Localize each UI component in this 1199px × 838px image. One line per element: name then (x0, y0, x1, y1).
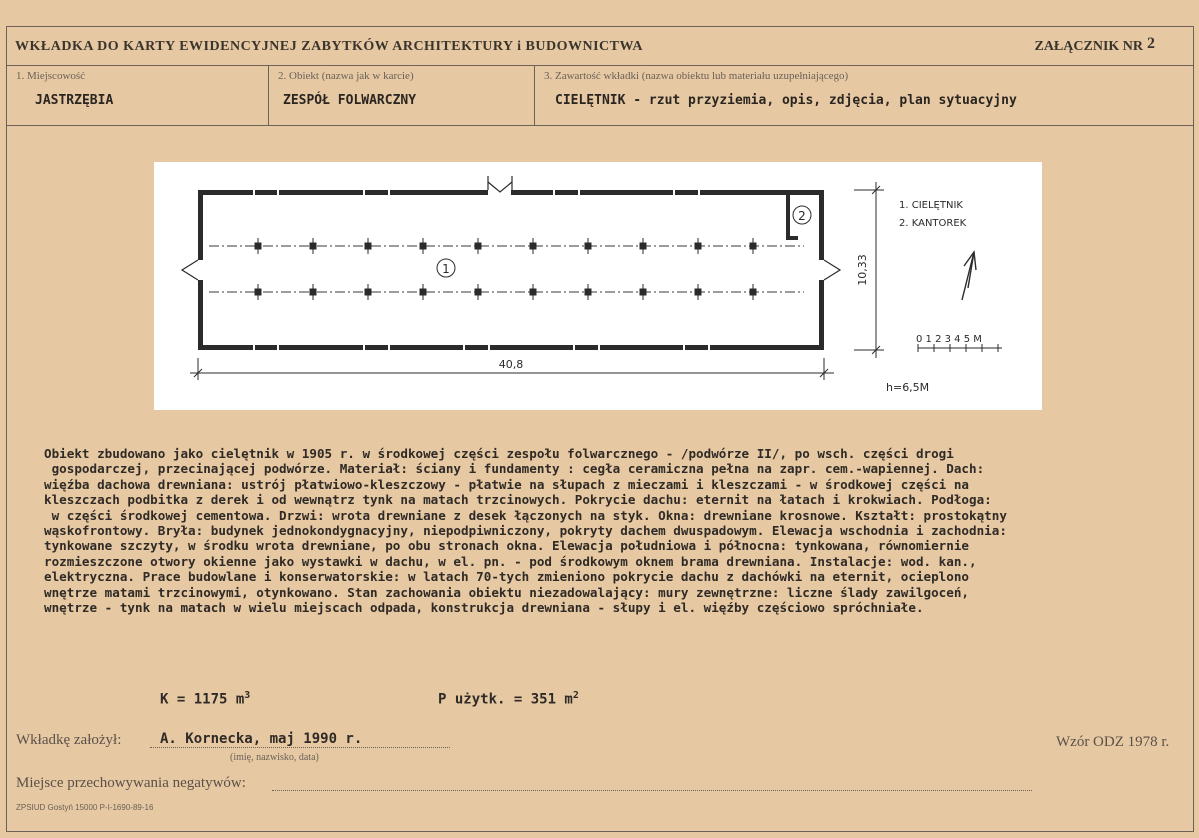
attachment-label: ZAŁĄCZNIK NR (1034, 39, 1143, 54)
description-line: wnętrze matami trzcinowymi, otynkowano. Stan zachowania obiektu niezadowalający: mury zewnętrzne: liczne ślady zawilgoceń, (44, 584, 970, 600)
height-label: h=6,5M (886, 381, 930, 394)
contents-value: CIELĘTNIK - rzut przyziemia, opis, zdjęcia, plan sytuacyjny (555, 93, 1017, 108)
inventory-card (6, 26, 1194, 832)
author-label: Wkładkę założył: (16, 732, 122, 748)
negatives-dotted-line (272, 790, 1032, 791)
contents-label: 3. Zawartość wkładki (nazwa obiektu lub materiału uzupełniającego) (544, 70, 849, 82)
room-2-label: 2 (798, 209, 806, 223)
description-line: więźba dachowa drewniana: ustrój płatwiowo-kleszczowy - płatwie na słupach z mieczami i kleszczami - w środkowej części na (44, 476, 970, 492)
outer-walls (198, 190, 824, 350)
window-marks (254, 190, 709, 350)
header-fields (7, 65, 1193, 126)
description-line: w części środkowej cementowa. Drzwi: wrota drewniane z desek łączonych na styk. Okna: drewniane krosnowe. Kształt: prostokątny (44, 507, 1007, 523)
description-line: Obiekt zbudowano jako cielętnik w 1905 r. w środkowej części zespołu folwarcznego - /podwórze II/, po wsch. części drogi (44, 446, 954, 461)
volume-exponent: 3 (244, 690, 251, 701)
description-line: wąskofrontowy. Bryła: budynek jednokondygnacyjny, niepodpiwniczony, pokryty dachem dwuspadowym. Elewacja wschodnia i zachodnia: (44, 523, 1007, 539)
columns (255, 238, 756, 300)
legend-item-1: 1. CIELĘTNIK (899, 200, 963, 211)
office-partition (786, 195, 798, 240)
description-line: elektryczna. Prace budowlane i konserwatorskie: w latach 70-tych zmieniono pokrycie dachu z dachówki na eternit, ocieplono (44, 569, 970, 585)
column-axis-lines (209, 246, 804, 292)
usable-area-value: P użytk. = 351 m (438, 691, 573, 708)
description-text (44, 446, 1184, 615)
scale-bar-label: 0 1 2 3 4 5 M (916, 334, 982, 345)
negatives-label: Miejsce przechowywania negatywów: (16, 775, 246, 791)
attachment-number: 2 (1147, 35, 1155, 52)
description-line: gospodarczej, przecinającej podwórze. Materiał: ściany i fundamenty : cegła ceramiczna pełna na zapr. cem.-wapiennej. Dach: (44, 461, 985, 477)
description-line: tynkowane szczyty, w środku wrota drewniane, po obu stronach okna. Elewacja południowa i północna: tynkowana, równomiernie (44, 538, 970, 554)
description-line: wnętrze - tynk na matach w wielu miejscach odpada, konstrukcja drewniana - słupy i el. więźby częściowo spróchniałe. (44, 600, 924, 616)
floor-plan-svg (154, 162, 1042, 410)
locality-value: JASTRZĘBIA (35, 93, 114, 108)
locality-field (7, 65, 269, 125)
author-value: A. Kornecka, maj 1990 r. (160, 731, 363, 747)
card-header (7, 27, 1193, 66)
volume-value: K = 1175 m (160, 691, 245, 708)
object-field (269, 65, 535, 125)
object-label: 2. Obiekt (nazwa jak w karcie) (278, 70, 414, 82)
card-title: WKŁADKA DO KARTY EWIDENCYJNEJ ZABYTKÓW ARCHITEKTURY i BUDOWNICTWA (15, 39, 644, 54)
printer-imprint: ZPSIUD Gostyń 15000 P-I-1690-89-16 (16, 803, 154, 812)
usable-area-exponent: 2 (572, 690, 579, 701)
locality-label: 1. Miejscowość (16, 70, 86, 82)
template-label: Wzór ODZ 1978 r. (1056, 734, 1170, 750)
author-dotted-line (150, 747, 450, 748)
author-hint: (imię, nazwisko, data) (230, 752, 319, 763)
object-value: ZESPÓŁ FOLWARCZNY (283, 93, 417, 108)
description-line: rozmieszczone otwory okienne jako wystawki w dachu, w el. pn. - pod środkowym oknem brama drewniana. Instalacje: wod. kan., (44, 553, 977, 569)
width-dimension-label: 40,8 (498, 358, 524, 371)
north-arrow-icon (962, 252, 976, 300)
description-line: kleszczach podbitka z derek i od wewnątrz tynk na matach trzcinowych. Pokrycie dachu: eternit na łatach i krokwiach. Podłoga: (44, 492, 992, 508)
depth-dimension-label: 10,33 (856, 254, 869, 286)
scale-bar (918, 344, 1002, 352)
floor-plan-drawing (154, 162, 1042, 410)
room-1-label: 1 (442, 262, 450, 276)
contents-field (535, 65, 1193, 125)
usable-area-metric (438, 690, 579, 708)
volume-metric (160, 690, 250, 708)
legend-item-2: 2. KANTOREK (899, 218, 967, 229)
